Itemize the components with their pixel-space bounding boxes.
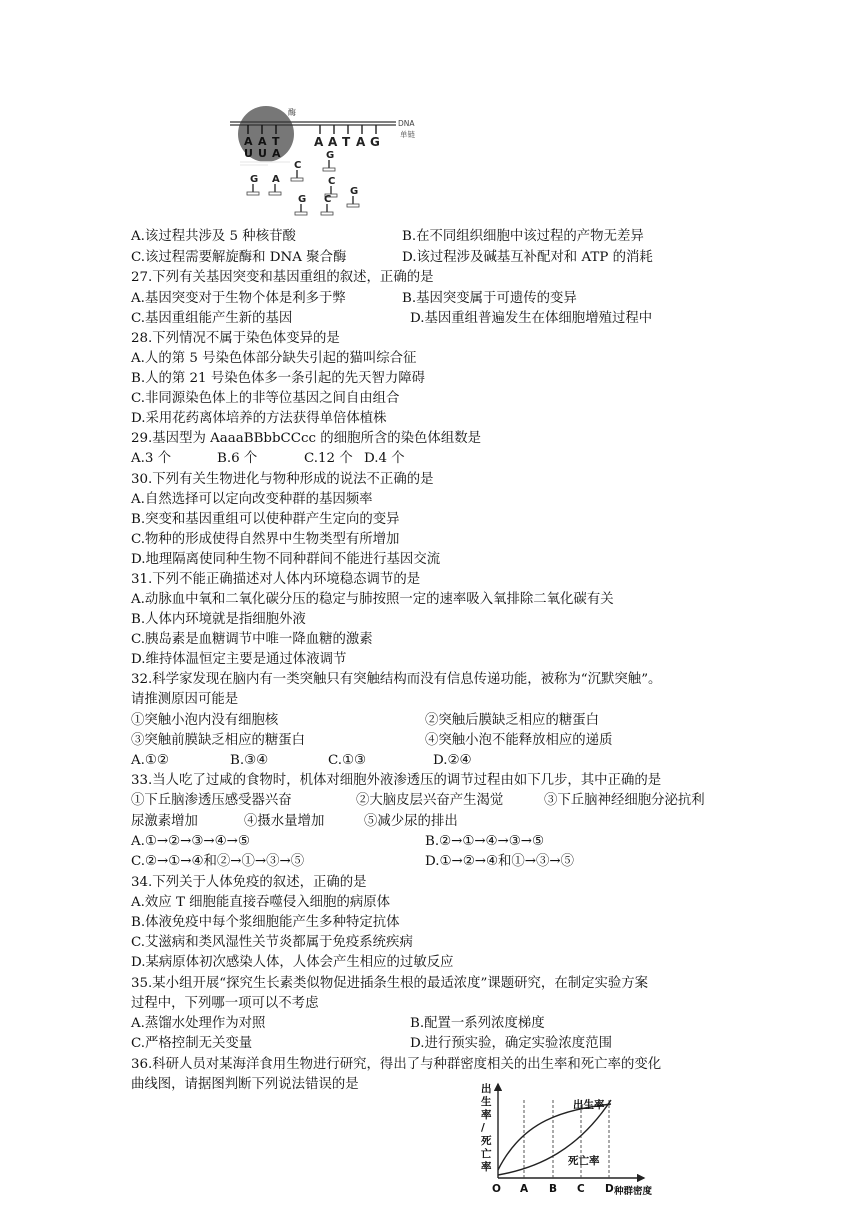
- dna-base-a: A: [314, 135, 324, 149]
- q33-option-d: D.①→②→④和①→③→⑤: [425, 854, 574, 869]
- q33-step-4: ④摄水量增加: [244, 814, 325, 829]
- x-tick-c: C: [577, 1183, 585, 1195]
- q33-step-5: ⑤减少尿的排出: [364, 814, 458, 829]
- free-nucleotide-g: [323, 150, 335, 171]
- strand-label: 单链: [400, 130, 415, 139]
- q35-stem-line2: 过程中，下列哪一项可以不考虑: [131, 996, 319, 1011]
- free-nucleotide-a: [269, 174, 281, 195]
- birth-death-chart: [478, 1080, 678, 1200]
- q32-item-1: ①突触小泡内没有细胞核: [131, 713, 279, 728]
- q28-option-c: C.非同源染色体上的非等位基因之间自由组合: [131, 391, 400, 406]
- q26-option-b: B.在不同组织细胞中该过程的产物无差异: [402, 229, 644, 244]
- svg-text:G: G: [250, 174, 259, 185]
- q29-option-b: B.6 个: [217, 451, 258, 466]
- svg-text:G: G: [298, 194, 307, 205]
- free-nucleotide-g: [247, 174, 259, 195]
- q35-stem-line1: 35.某小组开展“探究生长素类似物促进插条生根的最适浓度”课题研究，在制定实验方案: [131, 976, 649, 991]
- q35-option-b: B.配置一系列浓度梯度: [410, 1016, 545, 1031]
- free-nucleotide-g: [295, 194, 307, 215]
- template-base-a: A: [244, 135, 253, 148]
- q33-option-a: A.①→②→③→④→⑤: [131, 834, 250, 849]
- q27-stem: 27.下列有关基因突变和基因重组的叙述，正确的是: [131, 270, 434, 285]
- q34-option-a: A.效应 T 细胞能直接吞噬侵入细胞的病原体: [131, 895, 391, 910]
- q33-step-2: ②大脑皮层兴奋产生渴觉: [356, 793, 504, 808]
- q26-option-d: D.该过程涉及碱基互补配对和 ATP 的消耗: [402, 250, 653, 265]
- dna-base-t: T: [342, 135, 351, 149]
- q33-option-b: B.②→①→④→③→⑤: [425, 834, 544, 849]
- q28-option-d: D.采用花药离体培养的方法获得单倍体植株: [131, 411, 387, 426]
- x-axis-label: 种群密度: [614, 1186, 653, 1197]
- q30-option-c: C.物种的形成使得自然界中生物类型有所增加: [131, 532, 400, 547]
- q26-option-a: A.该过程共涉及 5 种核苷酸: [131, 229, 296, 244]
- q33-step-1: ①下丘脑渗透压感受器兴奋: [131, 793, 292, 808]
- q29-option-c: C.12 个: [304, 451, 353, 466]
- q35-option-c: C.严格控制无关变量: [131, 1036, 253, 1051]
- y-axis-label-char: /: [481, 1122, 485, 1134]
- q36-stem-line2: 曲线图，请据图判断下列说法错误的是: [131, 1077, 359, 1092]
- q26-option-c: C.该过程需要解旋酶和 DNA 聚合酶: [131, 250, 347, 265]
- q32-stem-line1: 32.科学家发现在脑内有一类突触只有突触结构而没有信息传递功能，被称为“沉默突触”。: [131, 672, 662, 687]
- origin-label: O: [492, 1183, 501, 1195]
- q32-option-b: B.③④: [230, 753, 269, 768]
- q34-stem: 34.下列关于人体免疫的叙述，正确的是: [131, 875, 367, 890]
- q29-stem: 29.基因型为 AaaaBBbbCCcc 的细胞所含的染色体组数是: [131, 431, 481, 446]
- legend-death-rate: 死亡率: [568, 1155, 600, 1167]
- q28-stem: 28.下列情况不属于染色体变异的是: [131, 331, 340, 346]
- dna-base-a: A: [328, 135, 338, 149]
- q27-option-c: C.基因重组能产生新的基因: [131, 311, 293, 326]
- q29-option-d: D.4 个: [364, 451, 405, 466]
- q34-option-d: D.某病原体初次感染人体，人体会产生相应的过敏反应: [131, 955, 454, 970]
- q28-option-b: B.人的第 21 号染色体多一条引起的先天智力障碍: [131, 371, 426, 386]
- q27-option-d: D.基因重组普遍发生在体细胞增殖过程中: [410, 311, 653, 326]
- q32-option-a: A.①②: [131, 753, 169, 768]
- q33-step-3: ③下丘脑神经细胞分泌抗利: [544, 793, 705, 808]
- svg-text:C: C: [294, 160, 302, 171]
- q32-stem-line2: 请推测原因可能是: [131, 692, 239, 707]
- legend-birth-rate: 出生率: [573, 1099, 605, 1111]
- x-tick-a: A: [520, 1183, 529, 1195]
- q31-option-c: C.胰岛素是血糖调节中唯一降血糖的激素: [131, 632, 373, 647]
- q33-option-c: C.②→①→④和②→①→③→⑤: [131, 854, 305, 869]
- svg-text:G: G: [350, 186, 359, 197]
- rna-base-u: U: [244, 147, 253, 160]
- template-base-t: T: [272, 135, 280, 148]
- q35-option-d: D.进行预实验，确定实验浓度范围: [410, 1036, 612, 1051]
- rna-base-a: A: [272, 147, 281, 160]
- q33-stem: 33.当人吃了过咸的食物时，机体对细胞外液渗透压的调节过程由如下几步，其中正确的是: [131, 773, 662, 788]
- svg-text:C: C: [324, 194, 332, 205]
- svg-text:G: G: [326, 150, 335, 161]
- dna-base-g: G: [370, 135, 380, 149]
- q32-option-c: C.①③: [328, 753, 367, 768]
- q33-step-3-cont: 尿激素增加: [131, 814, 198, 829]
- q28-option-a: A.人的第 5 号染色体部分缺失引起的猫叫综合征: [131, 351, 417, 366]
- free-nucleotide-c: [291, 160, 303, 181]
- chart-svg: [478, 1080, 678, 1200]
- q29-option-a: A.3 个: [131, 451, 172, 466]
- q30-option-a: A.自然选择可以定向改变种群的基因频率: [131, 492, 373, 507]
- q31-option-b: B.人体内环境就是指细胞外液: [131, 612, 306, 627]
- q34-option-c: C.艾滋病和类风湿性关节炎都属于免疫系统疾病: [131, 935, 413, 950]
- q30-option-b: B.突变和基因重组可以使种群产生定向的变异: [131, 512, 400, 527]
- y-axis-label-char: 出: [481, 1083, 492, 1095]
- dna-label: DNA: [398, 119, 415, 128]
- q27-option-a: A.基因突变对于生物个体是利多于弊: [131, 291, 346, 306]
- q36-stem-line1: 36.科研人员对某海洋食用生物进行研究，得出了与种群密度相关的出生率和死亡率的变化: [131, 1057, 662, 1072]
- q32-item-3: ③突触前膜缺乏相应的糖蛋白: [131, 733, 306, 748]
- q30-stem: 30.下列有关生物进化与物种形成的说法不正确的是: [131, 472, 434, 487]
- x-tick-d: D: [605, 1183, 614, 1195]
- svg-text:A: A: [272, 174, 280, 185]
- q27-option-b: B.基因突变属于可遗传的变异: [402, 291, 577, 306]
- y-axis-label-char: 生: [481, 1096, 492, 1108]
- free-nucleotide-g: [347, 186, 359, 207]
- q31-option-d: D.维持体温恒定主要是通过体液调节: [131, 652, 347, 667]
- q35-option-a: A.蒸馏水处理作为对照: [131, 1016, 266, 1031]
- transcription-diagram: [228, 104, 418, 218]
- y-axis-label-char: 亡: [481, 1148, 492, 1160]
- template-base-a: A: [258, 135, 267, 148]
- q34-option-b: B.体液免疫中每个浆细胞能产生多种特定抗体: [131, 915, 400, 930]
- x-tick-b: B: [549, 1183, 558, 1195]
- q32-item-4: ④突触小泡不能释放相应的递质: [425, 733, 613, 748]
- y-axis-label-char: 死: [481, 1135, 492, 1147]
- q30-option-d: D.地理隔离使同种生物不同种群间不能进行基因交流: [131, 552, 441, 567]
- rna-base-u: U: [258, 147, 267, 160]
- y-axis-label-char: 率: [481, 1161, 492, 1173]
- free-nucleotide-c: [321, 194, 333, 215]
- y-axis-label-char: 率: [481, 1109, 492, 1121]
- dna-base-a: A: [356, 135, 366, 149]
- enzyme-label: 酶: [288, 108, 296, 117]
- transcription-svg: [228, 104, 418, 218]
- q32-option-d: D.②④: [433, 753, 472, 768]
- y-axis-label: [481, 1082, 492, 1173]
- q31-stem: 31.下列不能正确描述对人体内环境稳态调节的是: [131, 572, 421, 587]
- svg-text:C: C: [328, 176, 336, 187]
- q32-item-2: ②突触后膜缺乏相应的糖蛋白: [425, 713, 600, 728]
- q31-option-a: A.动脉血中氧和二氧化碳分压的稳定与肺按照一定的速率吸入氧排除二氧化碳有关: [131, 592, 614, 607]
